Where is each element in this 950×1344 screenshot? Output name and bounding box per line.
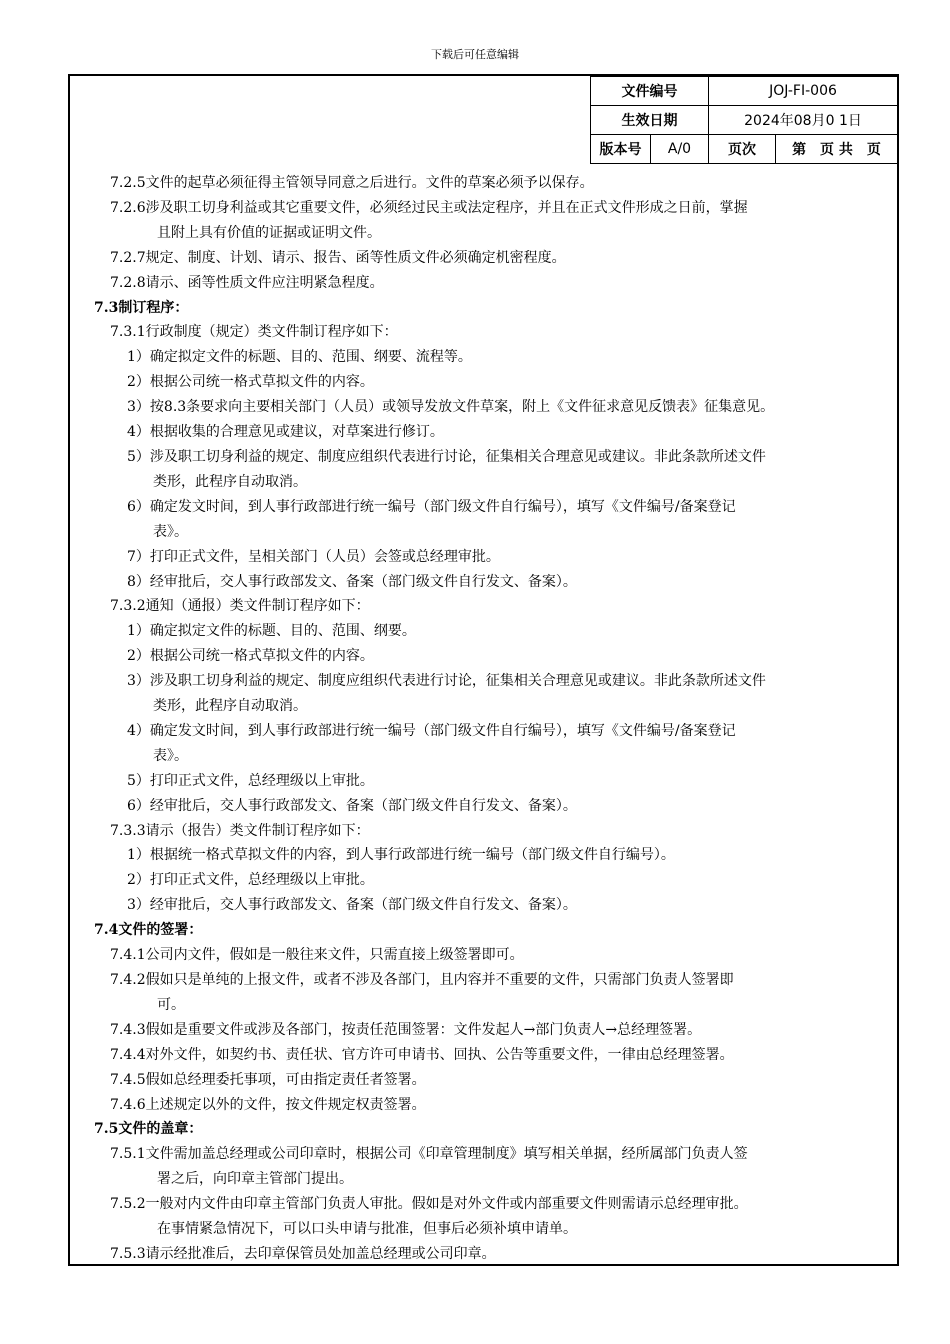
version-label: 版本号	[591, 135, 651, 164]
body-text-line: 5）打印正式文件，总经理级以上审批。	[127, 772, 374, 789]
body-text-line: 7.3.1行政制度（规定）类文件制订程序如下：	[110, 324, 398, 341]
body-text-line: 可。	[157, 996, 185, 1013]
body-text-line: 8）经审批后，交人事行政部发文、备案（部门级文件自行发文、备案）。	[127, 573, 577, 590]
body-text-line: 7.4.2假如只是单纯的上报文件，或者不涉及各部门，且内容并不重要的文件，只需部门负责人签署即	[110, 972, 734, 988]
body-text-line: 7.4.4对外文件，如契约书、责任状、官方许可申请书、回执、公告等重要文件，一律由总经理签署。	[110, 1046, 734, 1063]
body-text-line: 7.2.6涉及职工切身利益或其它重要文件，必须经过民主或法定程序，并且在正式文件形成之日前，掌握	[110, 199, 748, 216]
body-text-line: 7.2.5文件的起草必须征得主管领导同意之后进行。文件的草案必须予以保存。	[110, 175, 594, 191]
body-text-line: 7.2.7规定、制度、计划、请示、报告、函等性质文件必须确定机密程度。	[110, 249, 566, 266]
body-text-line: 7.5.1文件需加盖总经理或公司印章时，根据公司《印章管理制度》填写相关单据，经所属部门负责人签	[110, 1146, 748, 1163]
body-text-line: 且附上具有价值的证据或证明文件。	[157, 224, 381, 241]
body-text-line: 在事情紧急情况下，可以口头申请与批准，但事后必须补填申请单。	[157, 1221, 577, 1238]
document-body	[70, 171, 896, 1267]
body-text-line: 7.4.1公司内文件，假如是一般往来文件，只需直接上级签署即可。	[110, 947, 524, 964]
version-value: A/0	[651, 135, 709, 164]
page-value: 第 页 共 页	[776, 135, 898, 164]
body-text-line: 4）确定发文时间，到人事行政部进行统一编号（部门级文件自行编号），填写《文件编号/备案登记	[127, 722, 736, 739]
body-text-line: 1）确定拟定文件的标题、目的、范围、纲要、流程等。	[127, 349, 472, 366]
section-heading: 7.5文件的盖章：	[94, 1121, 203, 1138]
effective-date-value: 2024年08月0 1日	[709, 106, 898, 135]
body-text-line: 3）经审批后，交人事行政部发文、备案（部门级文件自行发文、备案）。	[127, 897, 577, 914]
body-text-line: 6）确定发文时间，到人事行政部进行统一编号（部门级文件自行编号），填写《文件编号/备案登记	[127, 498, 736, 515]
body-text-line: 7.3.2通知（通报）类文件制订程序如下：	[110, 598, 370, 615]
body-text-line: 1）根据统一格式草拟文件的内容，到人事行政部进行统一编号（部门级文件自行编号）。	[127, 847, 675, 864]
body-text-line: 7）打印正式文件，呈相关部门（人员）会签或总经理审批。	[127, 548, 500, 565]
body-text-line: 7.5.2一般对内文件由印章主管部门负责人审批。假如是对外文件或内部重要文件则需请示总经理审批。	[110, 1196, 748, 1213]
body-text-line: 3）涉及职工切身利益的规定、制度应组织代表进行讨论，征集相关合理意见或建议。非此条款所述文件	[127, 673, 766, 690]
doc-no-label: 文件编号	[591, 77, 709, 106]
page-label: 页次	[709, 135, 776, 164]
body-text-line: 7.4.3假如是重要文件或涉及各部门，按责任范围签署：文件发起人→部门负责人→总经理签署。	[110, 1021, 702, 1038]
body-text-line: 7.4.5假如总经理委托事项，可由指定责任者签署。	[110, 1071, 426, 1088]
body-text-line: 1）确定拟定文件的标题、目的、范围、纲要。	[127, 623, 416, 640]
body-text-line: 表》。	[153, 747, 188, 764]
body-text-line: 7.3.3请示（报告）类文件制订程序如下：	[110, 822, 370, 839]
section-heading: 7.4文件的签署：	[94, 922, 203, 939]
body-text-line: 类形，此程序自动取消。	[153, 473, 307, 490]
body-text-line: 2）根据公司统一格式草拟文件的内容。	[127, 648, 374, 665]
body-text-line: 3）按8.3条要求向主要相关部门（人员）或领导发放文件草案，附上《文件征求意见反馈表》征集意见。	[127, 399, 775, 416]
effective-date-label: 生效日期	[591, 106, 709, 135]
body-text-line: 4）根据收集的合理意见或建议，对草案进行修订。	[127, 424, 444, 441]
body-text-line: 表》。	[153, 523, 188, 540]
body-text-line: 2）打印正式文件，总经理级以上审批。	[127, 872, 374, 889]
body-text-line: 署之后，向印章主管部门提出。	[157, 1171, 353, 1188]
document-header-table	[590, 76, 898, 164]
doc-no-value: JOJ-FI-006	[709, 77, 898, 106]
watermark-text: 下载后可任意编辑	[431, 48, 519, 61]
body-text-line: 7.5.3请示经批准后，去印章保管员处加盖总经理或公司印章。	[110, 1245, 496, 1262]
body-text-line: 6）经审批后，交人事行政部发文、备案（部门级文件自行发文、备案）。	[127, 797, 577, 814]
body-text-line: 类形，此程序自动取消。	[153, 698, 307, 715]
body-text-line: 5）涉及职工切身利益的规定、制度应组织代表进行讨论，征集相关合理意见或建议。非此条款所述文件	[127, 448, 766, 465]
body-text-line: 7.4.6上述规定以外的文件，按文件规定权责签署。	[110, 1096, 426, 1113]
body-text-line: 2）根据公司统一格式草拟文件的内容。	[127, 374, 374, 391]
section-heading: 7.3制订程序：	[94, 299, 189, 316]
body-text-line: 7.2.8请示、函等性质文件应注明紧急程度。	[110, 274, 384, 291]
